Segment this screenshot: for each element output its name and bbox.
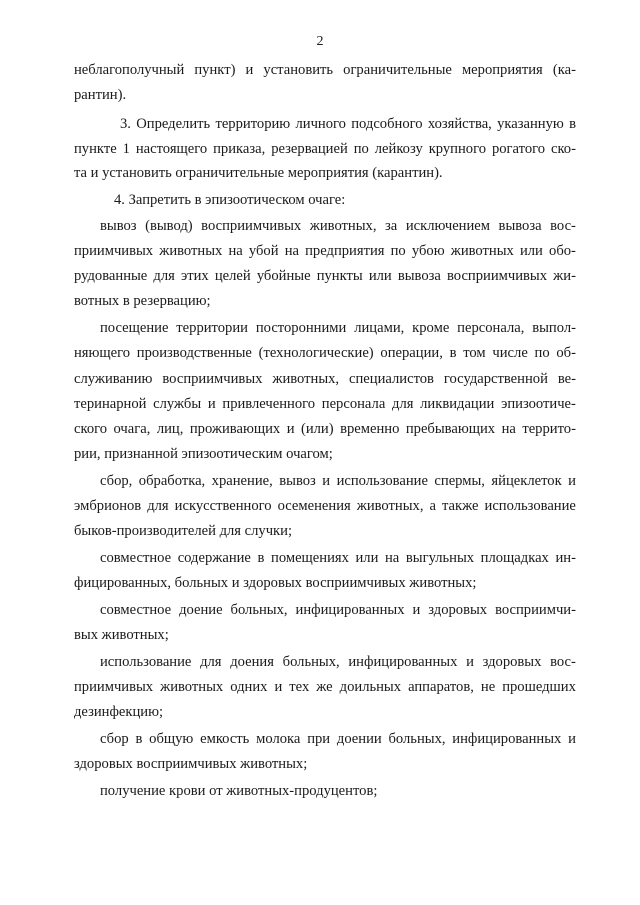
text-line: сбор в общую емкость молока при доении больных, инфицированных и — [100, 731, 576, 747]
text-line: приимчивых животных одних и тех же доильных аппаратов, не прошедших — [74, 679, 576, 695]
text-line: использование для доения больных, инфицированных и здоровых вос- — [100, 654, 576, 670]
text-line: фицированных, больных и здоровых восприимчивых животных; — [74, 575, 477, 591]
text-line: совместное содержание в помещениях или на выгульных площадках ин- — [100, 550, 576, 566]
text-line: эмбрионов для искусственного осеменения животных, а также использование — [74, 498, 576, 514]
page-number: 2 — [316, 34, 324, 49]
text-line: быков-производителей для случки; — [74, 523, 293, 539]
text-line: няющего производственные (технологические) операции, в том числе по об- — [74, 345, 576, 361]
text-line: та и установить ограничительные мероприятия (карантин). — [74, 165, 443, 181]
text-line: сбор, обработка, хранение, вывоз и использование спермы, яйцеклеток и — [100, 473, 576, 489]
text-line: дезинфекцию; — [74, 704, 164, 720]
text-line: вывоз (вывод) восприимчивых животных, за исключением вывоза вос- — [100, 218, 576, 234]
text-line: рантин). — [74, 87, 127, 103]
text-line: служиванию восприимчивых животных, специалистов государственной ве- — [74, 371, 576, 387]
text-line: 4. Запретить в эпизоотическом очаге: — [114, 192, 346, 208]
text-line: посещение территории посторонними лицами, кроме персонала, выпол- — [100, 320, 576, 336]
text-line: получение крови от животных-продуцентов; — [100, 783, 378, 799]
text-line: рии, признанной эпизоотическим очагом; — [74, 446, 333, 462]
text-line: неблагополучный пункт) и установить ограничительные мероприятия (ка- — [74, 62, 576, 78]
text-line: приимчивых животных на убой на предприятия по убою животных или обо- — [74, 243, 576, 259]
text-line: теринарной службы и привлеченного персонала для ликвидации эпизоотиче- — [74, 396, 576, 412]
text-line: вотных в резервацию; — [74, 293, 211, 309]
text-line: вых животных; — [74, 627, 169, 643]
text-line: пункте 1 настоящего приказа, резервацией по лейкозу крупного рогатого ско- — [74, 141, 576, 157]
text-line: 3. Определить территорию личного подсобного хозяйства, указанную в — [120, 116, 576, 132]
text-line: рудованные для этих целей убойные пункты или вывоза восприимчивых жи- — [74, 268, 576, 284]
text-line: здоровых восприимчивых животных; — [74, 756, 308, 772]
text-line: ского очага, лиц, проживающих и (или) временно пребывающих на террито- — [74, 421, 576, 437]
text-line: совместное доение больных, инфицированных и здоровых восприимчи- — [100, 602, 576, 618]
